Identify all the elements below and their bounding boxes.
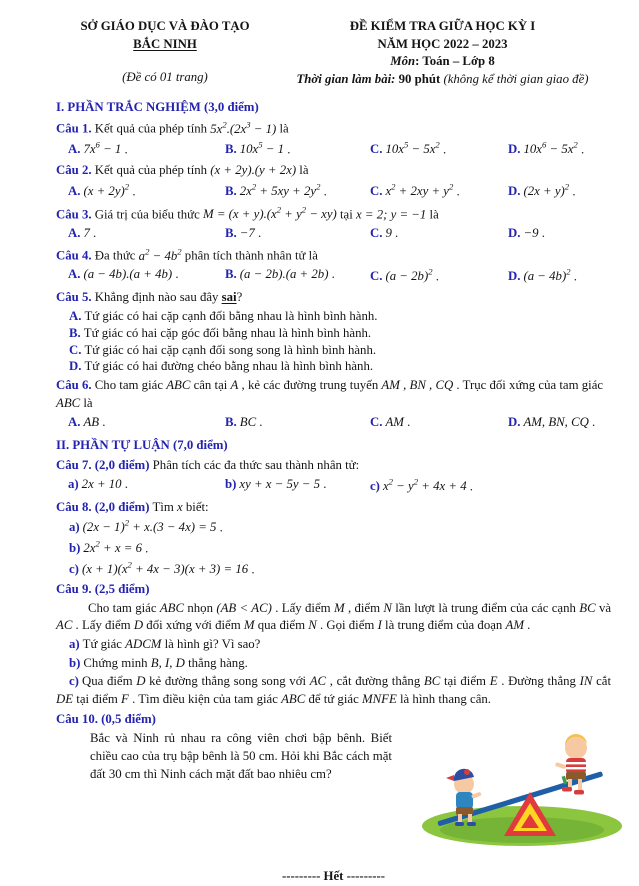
right-kid-shoe-2 — [574, 790, 584, 795]
option-a-text: AB . — [83, 414, 106, 429]
question-2-label: Câu 2. — [56, 163, 92, 178]
option-d-key: D. — [69, 359, 82, 374]
right-kid-shoe — [562, 787, 572, 792]
option-c-key: C. — [370, 225, 383, 240]
option-d — [508, 181, 611, 201]
page-count-note: (Đề có 01 trang) — [122, 70, 208, 85]
question-5-label: Câu 5. — [56, 290, 92, 305]
left-kid-shoe — [455, 822, 464, 826]
question-8 — [56, 499, 611, 517]
item-b — [69, 655, 611, 673]
option-d-key: D. — [508, 414, 521, 429]
option-a-text: (a − 4b).(a + 4b) . — [83, 267, 179, 282]
question-3-body: Giá trị của biểu thức $M = (x + y).(x^2 + y^2 - xy)$ tại x = 2; y = −1 là — [91, 204, 439, 221]
option-c — [370, 414, 508, 432]
right-kid-arm — [555, 762, 567, 769]
item-a — [69, 636, 611, 654]
item-c-key: c) — [370, 478, 380, 493]
option-b — [225, 414, 370, 432]
option-c-key: C. — [370, 184, 383, 199]
exam-title-block — [274, 18, 611, 89]
option-b-key: B. — [225, 414, 237, 429]
school-year: NĂM HỌC 2022 – 2023 — [377, 36, 508, 51]
option-c — [370, 181, 508, 201]
question-1-label: Câu 1. — [56, 121, 92, 136]
option-b-text: $2x^2 + 5xy + 2y^2$ . — [239, 181, 327, 199]
option-c-key: C. — [370, 142, 383, 157]
option-b-key: B. — [225, 267, 237, 282]
option-b-key: B. — [69, 325, 81, 340]
item-b-text: xy + x − 5y − 5 . — [239, 476, 327, 491]
time-note: (không kể thời gian giao đề) — [443, 71, 589, 86]
item-a-key: a) — [69, 520, 80, 535]
option-c-key: C. — [370, 269, 383, 284]
option-a-key: A. — [68, 142, 81, 157]
question-5 — [56, 289, 611, 307]
question-1-body: Kết quả của phép tính $5x^2.(2x^3 - 1)$ là — [91, 119, 289, 136]
option-b-text: −7 . — [239, 225, 262, 240]
question-1 — [56, 118, 611, 138]
option-c-text: $10x^5 - 5x^2$ . — [385, 140, 447, 157]
option-c-text: $x^2 + 2xy + y^2$ . — [385, 181, 460, 199]
question-7 — [56, 457, 611, 475]
question-2-options — [68, 181, 611, 201]
option-a-key: A. — [68, 414, 81, 429]
end-of-exam-marker: --------- Hết --------- — [282, 868, 385, 883]
option-b — [225, 139, 370, 159]
question-3-options — [68, 225, 611, 243]
option-c-text: $(a - 2b)^2$ . — [385, 267, 439, 284]
option-d-key: D. — [508, 225, 521, 240]
item-a-text: Tứ giác ADCM là hình gì? Vì sao? — [82, 636, 261, 651]
question-8-body: Tìm x biết: — [149, 499, 209, 514]
option-a — [68, 266, 225, 286]
question-3-label: Câu 3. — [56, 206, 92, 221]
option-c-text: Tứ giác có hai cặp cạnh đối song song là hình bình hành. — [84, 342, 377, 357]
right-kid-shorts — [566, 772, 586, 780]
question-1-options — [68, 139, 611, 159]
item-c-key: c) — [69, 674, 79, 689]
option-a — [68, 225, 225, 243]
question-9-paragraph: Cho tam giác ABC nhọn (AB < AC) . Lấy điểm M , điểm N lần lượt là trung điểm của các cạnh BC và AC . Lấy điểm D đối xứng với điểm M qua điểm N . Gọi điểm I là trung điểm của đoạn AM . — [56, 600, 612, 633]
option-a-text: 7 . — [83, 225, 97, 240]
option-b — [225, 266, 370, 286]
option-d-text: Tứ giác có hai đường chéo bằng nhau là hình bình hành. — [84, 359, 374, 374]
time-label: Thời gian làm bài: — [296, 71, 396, 86]
item-b-key: b) — [69, 541, 81, 556]
option-a-key: A. — [68, 184, 81, 199]
item-c — [56, 673, 611, 708]
option-b-key: B. — [225, 142, 237, 157]
left-kid-leg — [458, 814, 462, 823]
option-a — [68, 139, 225, 159]
question-10-text: Bắc và Ninh rủ nhau ra công viên chơi bập bênh. Biết chiều cao của trụ bập bênh là 50 cm. Hỏi khi Bắc cách mặt đất 30 cm thì Ninh cách mặt đất bao nhiêu cm? — [90, 731, 392, 781]
question-8-label: Câu 8. (2,0 điểm) — [56, 499, 150, 514]
left-kid-shoe-2 — [467, 822, 476, 826]
option-a-key: A. — [69, 308, 82, 323]
option-d-key: D. — [508, 184, 521, 199]
option-a — [68, 181, 225, 201]
option-c-text: AM . — [385, 414, 411, 429]
time-value: 90 phút — [395, 71, 444, 86]
left-kid-cap-brim — [446, 775, 454, 781]
question-2 — [56, 162, 611, 180]
exam-header — [56, 18, 611, 89]
section-2-title: II. PHẦN TỰ LUẬN (7,0 điểm) — [56, 438, 228, 453]
item-c-text: $x^2 - y^2 + 4x + 4$ . — [382, 476, 473, 493]
option-b-text: BC . — [239, 414, 263, 429]
option-d-text: $(a - 4b)^2$ . — [523, 267, 577, 284]
option-c-key: C. — [370, 414, 383, 429]
right-kid-shirt-stripe-2 — [566, 767, 586, 769]
item-b-key: b) — [225, 476, 237, 491]
subject-label: Môn — [390, 54, 416, 69]
item-b-text: $2x^2 + x = 6$ . — [83, 539, 149, 556]
section-1-title: I. PHẦN TRẮC NGHIỆM (3,0 điểm) — [56, 99, 259, 114]
right-kid-shirt-stripe — [566, 762, 586, 764]
right-kid-head — [565, 737, 587, 759]
exam-title: ĐỀ KIỂM TRA GIỮA HỌC KỲ I — [349, 19, 536, 33]
option-c — [69, 342, 611, 359]
left-kid-cap-button — [464, 769, 470, 775]
question-2-body: Kết quả của phép tính (x + 2y).(y + 2x) là — [91, 163, 309, 178]
option-a — [69, 308, 611, 325]
time-line — [274, 71, 611, 89]
option-d-text: $(2x + y)^2$ . — [523, 181, 576, 199]
option-d — [508, 266, 611, 286]
item-a-key: a) — [69, 636, 80, 651]
option-c — [370, 139, 508, 159]
item-c — [69, 559, 611, 579]
right-kid-shirt — [566, 758, 586, 774]
option-b-text: Tứ giác có hai cặp góc đối bằng nhau là hình bình hành. — [83, 325, 372, 340]
subject-line — [274, 53, 611, 71]
option-b-text: (a − 2b).(a + 2b) . — [239, 267, 335, 282]
option-d — [69, 358, 611, 375]
item-a-text: 2x + 10 . — [81, 476, 128, 491]
item-c-text: Qua điểm D kẻ đường thẳng song song với AC , cắt đường thẳng BC tại điểm E . Đường thẳng IN cắt DE tại điểm F . Tìm điều kiện của tam giác ABC để tứ giác MNFE là hình thang cân. — [56, 674, 611, 706]
left-kid-arm — [471, 792, 482, 799]
question-6 — [56, 377, 611, 412]
option-b-key: B. — [225, 184, 237, 199]
item-c — [370, 476, 611, 496]
authority-name: SỞ GIÁO DỤC VÀ ĐÀO TẠO — [80, 19, 250, 33]
item-a-text: $(2x - 1)^2 + x.(3 - 4x) = 5$ . — [82, 518, 223, 535]
item-a — [69, 517, 611, 537]
option-c-key: C. — [69, 342, 82, 357]
item-c-text: $(x + 1)(x^2 + 4x - 3)(x + 3) = 16$ . — [81, 560, 255, 577]
question-5-options — [56, 308, 611, 376]
option-a — [68, 414, 225, 432]
option-b — [225, 181, 370, 201]
option-b — [69, 325, 611, 342]
option-d — [508, 225, 611, 243]
question-4-body: Đa thức $a^2 - 4b^2$ phân tích thành nhân tử là — [91, 246, 318, 263]
right-kid-leg-2 — [578, 779, 582, 791]
question-7-label: Câu 7. (2,0 điểm) — [56, 457, 150, 472]
item-c-key: c) — [69, 562, 79, 577]
item-b-text: Chứng minh B, I, D thẳng hàng. — [83, 655, 248, 670]
left-kid-shirt — [456, 792, 473, 809]
question-6-body: Cho tam giác ABC cân tại A , kẻ các đường trung tuyến AM , BN , CQ . Trục đối xứng của tam giác ABC là — [56, 378, 604, 410]
seesaw-kids-image — [418, 726, 626, 848]
option-c — [370, 225, 508, 243]
question-9-label: Câu 9. (2,5 điểm) — [56, 581, 150, 596]
option-d-text: AM, BN, CQ . — [523, 414, 596, 429]
question-6-options — [68, 414, 611, 432]
option-a-text: $(x + 2y)^2$ . — [83, 181, 136, 199]
option-b-text: $10x^5 - 1$ . — [239, 140, 291, 157]
left-kid-shorts — [456, 807, 473, 815]
option-b — [225, 225, 370, 243]
option-b-key: B. — [225, 225, 237, 240]
option-a-text: $7x^6 - 1$ . — [83, 140, 128, 157]
question-6-label: Câu 6. — [56, 378, 92, 393]
question-7-items — [68, 476, 611, 496]
option-a-key: A. — [68, 267, 81, 282]
issuing-authority-block — [56, 18, 274, 89]
question-4-options — [68, 266, 611, 286]
question-7-body: Phân tích các đa thức sau thành nhân tử: — [149, 457, 360, 472]
option-a-key: A. — [68, 225, 81, 240]
question-9 — [56, 581, 611, 599]
option-d — [508, 414, 611, 432]
item-b-key: b) — [69, 655, 81, 670]
item-b — [69, 538, 611, 558]
question-4 — [56, 245, 611, 265]
question-10-label: Câu 10. (0,5 điểm) — [56, 711, 156, 726]
item-a-key: a) — [68, 476, 79, 491]
subject-value: : Toán – Lớp 8 — [415, 54, 495, 69]
province-name: BẮC NINH — [133, 36, 197, 51]
question-4-label: Câu 4. — [56, 248, 92, 263]
left-kid-leg-2 — [468, 814, 472, 823]
option-c-text: 9 . — [385, 225, 399, 240]
option-d-text: −9 . — [523, 225, 545, 240]
question-10-row — [56, 730, 611, 854]
item-b — [225, 476, 370, 496]
option-c — [370, 266, 508, 286]
option-d-key: D. — [508, 142, 521, 157]
option-d-text: $10x^6 - 5x^2$ . — [523, 140, 585, 157]
question-5-body: Khẳng định nào sau đây sai? — [91, 290, 243, 305]
option-d — [508, 139, 611, 159]
question-3 — [56, 204, 611, 224]
option-d-key: D. — [508, 269, 521, 284]
option-a-text: Tứ giác có hai cặp cạnh đối bằng nhau là hình bình hành. — [84, 308, 378, 323]
item-a — [68, 476, 225, 496]
